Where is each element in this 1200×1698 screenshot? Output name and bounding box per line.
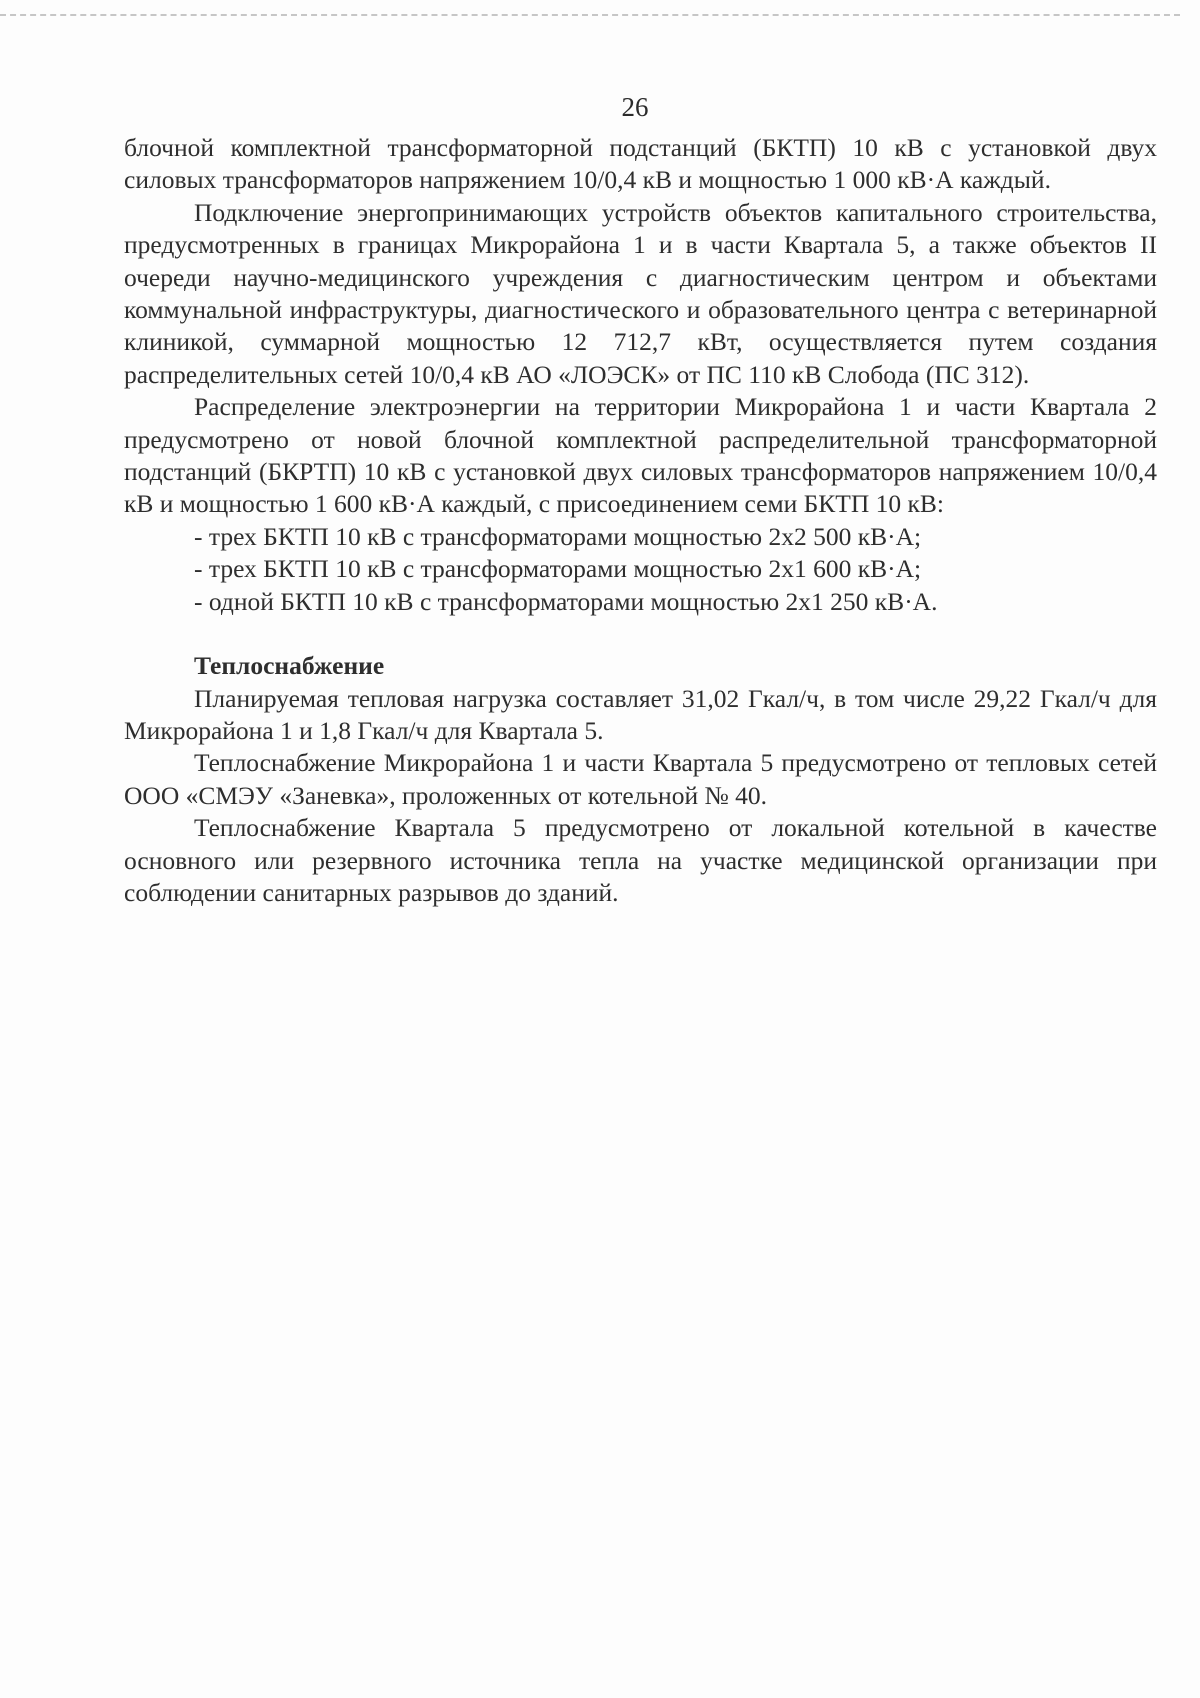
substation-list bbox=[124, 521, 1157, 618]
paragraph-continuation: блочной комплектной трансформаторной подстанций (БКТП) 10 кВ с установкой двух силовых трансформаторов напряжением 10/0,4 кВ и мощностью 1 000 кВ·А каждый. bbox=[124, 133, 1157, 195]
paragraph-heat-networks: Теплоснабжение Микрорайона 1 и части Квартала 5 предусмотрено от тепловых сетей ООО «СМЭУ «Заневка», проложенных от котельной № 40. bbox=[124, 748, 1157, 810]
list-item: - одной БКТП 10 кВ с трансформаторами мощностью 2х1 250 кВ·А. bbox=[194, 586, 938, 616]
list-item: - трех БКТП 10 кВ с трансформаторами мощностью 2х2 500 кВ·А; bbox=[194, 521, 922, 551]
scan-edge-artifact bbox=[0, 14, 1180, 16]
list-item: - трех БКТП 10 кВ с трансформаторами мощностью 2х1 600 кВ·А; bbox=[194, 554, 922, 584]
paragraph-power-connection: Подключение энергопринимающих устройств объектов капитального строительства, предусмотренных в границах Микрорайона 1 и в части Квартала 5, а также объектов II очереди научно-медицинского учреждения с диагностическим центром и объектами коммунальной инфраструктуры, диагностического и образовательного центра с ветеринарной клиникой, суммарной мощностью 12 712,7 кВт, осуществляется путем создания распределительных сетей 10/0,4 кВ АО «ЛОЭСК» от ПС 110 кВ Слобода (ПС 312). bbox=[124, 197, 1157, 389]
paragraph-power-distribution: Распределение электроэнергии на территории Микрорайона 1 и части Квартала 2 предусмотрено от новой блочной комплектной распределительной трансформаторной подстанций (БКРТП) 10 кВ с установкой двух силовых трансформаторов напряжением 10/0,4 кВ и мощностью 1 600 кВ·А каждый, с присоединением семи БКТП 10 кВ: bbox=[124, 392, 1157, 519]
paragraph-heat-load: Планируемая тепловая нагрузка составляет 31,02 Гкал/ч, в том числе 29,22 Гкал/ч для Микрорайона 1 и 1,8 Гкал/ч для Квартала 5. bbox=[124, 683, 1157, 745]
paragraph-local-boiler: Теплоснабжение Квартала 5 предусмотрено от локальной котельной в качестве основного или резервного источника тепла на участке медицинской организации при соблюдении санитарных разрывов до зданий. bbox=[124, 813, 1157, 907]
page-number: 26 bbox=[621, 92, 649, 122]
section-heading-heat-supply: Теплоснабжение bbox=[194, 651, 385, 681]
document-body bbox=[124, 132, 1157, 909]
